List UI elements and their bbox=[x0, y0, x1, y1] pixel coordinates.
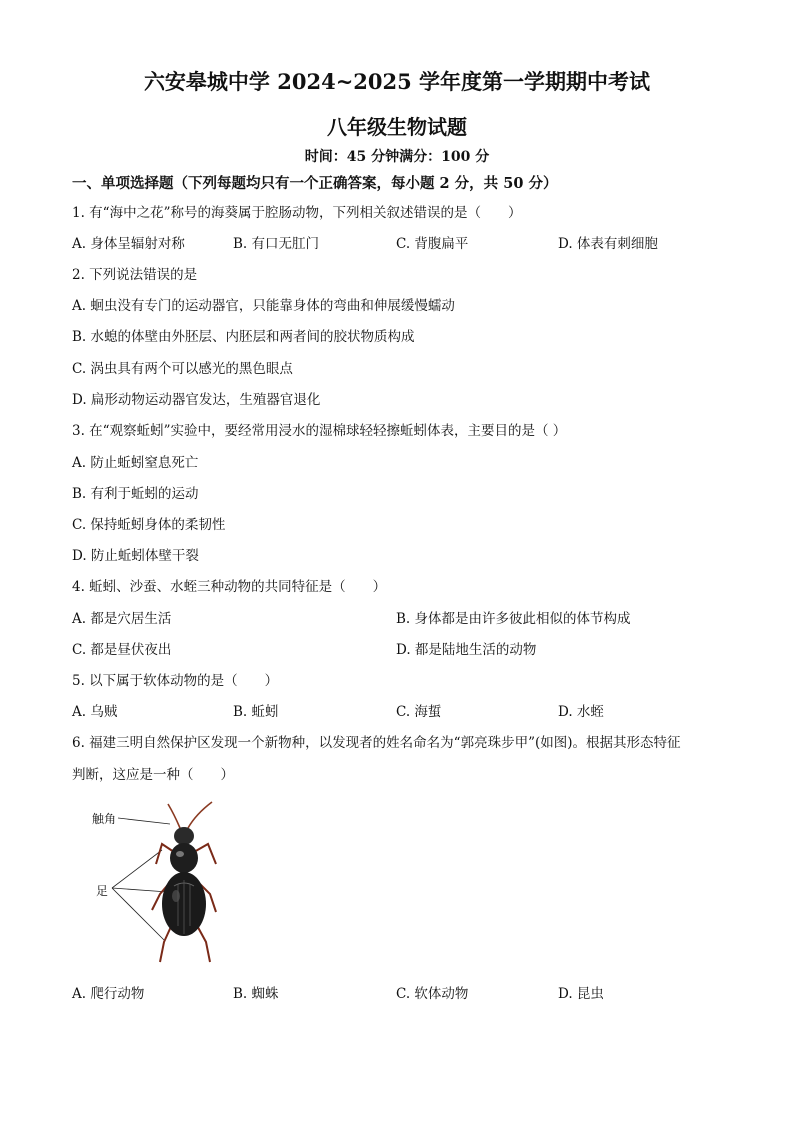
q1-option-b: B. 有口无肛门 bbox=[233, 236, 320, 252]
q3-option-b: B. 有利于蚯蚓的运动 bbox=[72, 486, 199, 502]
q6-option-a: A. 爬行动物 bbox=[72, 986, 145, 1002]
q5-option-c: C. 海蜇 bbox=[396, 704, 442, 720]
section-heading: 一、单项选择题（下列每题均只有一个正确答案，每小题 2 分，共 50 分） bbox=[72, 175, 558, 192]
exam-subtitle: 八年级生物试题 bbox=[327, 115, 467, 139]
q1-option-a: A. 身体呈辐射对称 bbox=[72, 236, 185, 252]
q4-option-a: A. 都是穴居生活 bbox=[72, 611, 172, 627]
question-6-stem: 6. 福建三明自然保护区发现一个新物种，以发现者的姓名命名为“郭亮珠步甲”(如图)。根据其形态特征 bbox=[72, 735, 681, 751]
q6-option-d: D. 昆虫 bbox=[558, 986, 604, 1002]
label-antenna: 触角 bbox=[92, 812, 117, 826]
q5-option-d: D. 水蛭 bbox=[558, 704, 604, 720]
label-legs: 足 bbox=[96, 884, 109, 898]
q3-option-a: A. 防止蚯蚓窒息死亡 bbox=[72, 455, 199, 471]
question-1-stem: 1. 有“海中之花”称号的海葵属于腔肠动物，下列相关叙述错误的是（ ） bbox=[72, 205, 522, 221]
q2-option-c: C. 涡虫具有两个可以感光的黑色眼点 bbox=[72, 361, 293, 377]
q1-option-c: C. 背腹扁平 bbox=[396, 236, 469, 252]
exam-meta: 时间：45 分钟满分：100 分 bbox=[304, 149, 490, 165]
question-4-stem: 4. 蚯蚓、沙蚕、水蛭三种动物的共同特征是（ ） bbox=[72, 579, 387, 595]
beetle-figure bbox=[88, 800, 248, 970]
q5-option-a: A. 乌贼 bbox=[72, 704, 118, 720]
q2-option-d: D. 扁形动物运动器官发达，生殖器官退化 bbox=[72, 392, 321, 408]
q2-option-a: A. 蛔虫没有专门的运动器官，只能靠身体的弯曲和伸展缓慢蠕动 bbox=[72, 298, 455, 314]
question-6-stem-continued: 判断，这应是一种（ ） bbox=[72, 767, 234, 783]
q6-option-b: B. 蜘蛛 bbox=[233, 986, 279, 1002]
q6-option-c: C. 软体动物 bbox=[396, 986, 469, 1002]
exam-title: 六安皋城中学 2024~2025 学年度第一学期期中考试 bbox=[143, 69, 651, 94]
question-5-stem: 5. 以下属于软体动物的是（ ） bbox=[72, 673, 279, 689]
q3-option-c: C. 保持蚯蚓身体的柔韧性 bbox=[72, 517, 226, 533]
q4-option-b: B. 身体都是由许多彼此相似的体节构成 bbox=[396, 611, 631, 627]
q4-option-c: C. 都是昼伏夜出 bbox=[72, 642, 172, 658]
beetle-icon bbox=[88, 800, 248, 970]
q2-option-b: B. 水螅的体壁由外胚层、内胚层和两者间的胶状物质构成 bbox=[72, 329, 415, 345]
q3-option-d: D. 防止蚯蚓体壁干裂 bbox=[72, 548, 199, 564]
question-3-stem: 3. 在“观察蚯蚓”实验中，要经常用浸水的湿棉球轻轻擦蚯蚓体表，主要目的是（ ） bbox=[72, 423, 567, 439]
q5-option-b: B. 蚯蚓 bbox=[233, 704, 279, 720]
q1-option-d: D. 体表有刺细胞 bbox=[558, 236, 658, 252]
question-2-stem: 2. 下列说法错误的是 bbox=[72, 267, 198, 283]
q4-option-d: D. 都是陆地生活的动物 bbox=[396, 642, 537, 658]
